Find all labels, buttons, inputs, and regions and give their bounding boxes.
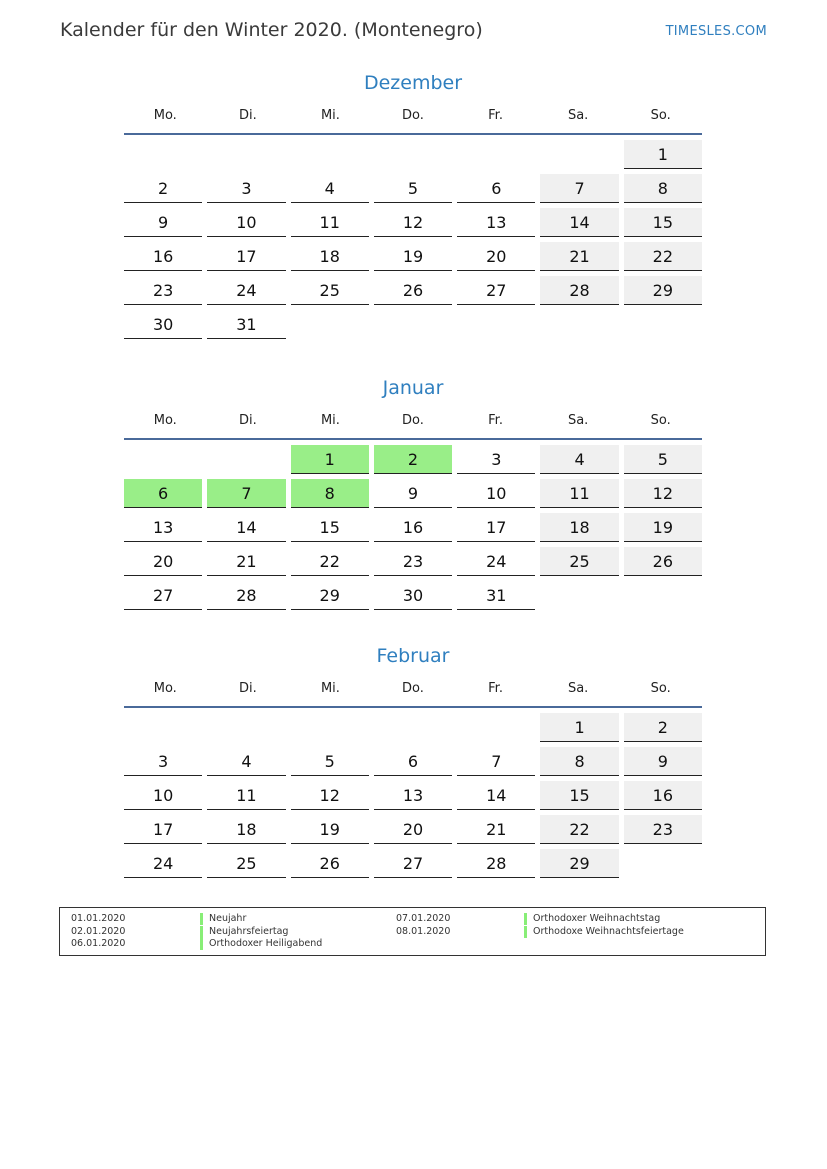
weekday-label: Mi. [320,681,340,696]
day-cell-empty [291,713,369,742]
day-cell: 11 [291,208,369,237]
day-cell-holiday: 2 [374,445,452,474]
day-cell: 24 [457,547,535,576]
weekday-label: Sa. [567,681,589,696]
legend-date: 01.01.2020 [71,913,126,924]
day-cell: 21 [540,242,618,271]
day-cell: 25 [207,849,285,878]
day-cell: 1 [540,713,618,742]
legend-date: 07.01.2020 [396,913,451,924]
day-cell: 27 [374,849,452,878]
day-cell: 20 [124,547,202,576]
day-cell: 26 [624,547,702,576]
day-cell: 8 [624,174,702,203]
weekday-label: Fr. [488,108,503,123]
day-cell: 13 [124,513,202,542]
weekday-label: So. [650,108,671,123]
day-cell: 12 [374,208,452,237]
day-cell-holiday: 7 [207,479,285,508]
weekday-label: Di. [238,413,257,428]
day-cell: 16 [374,513,452,542]
day-cell: 19 [374,242,452,271]
day-cell: 17 [207,242,285,271]
day-cell: 15 [291,513,369,542]
month-december [124,68,702,339]
day-cell: 15 [540,781,618,810]
weekday-header [124,105,702,135]
weekday-label: Do. [402,681,424,696]
day-cell: 28 [207,581,285,610]
day-cell: 5 [291,747,369,776]
weekday-label: Do. [402,413,424,428]
day-cell: 3 [207,174,285,203]
day-cell-empty [207,445,285,474]
weekday-label: So. [650,681,671,696]
day-cell: 20 [457,242,535,271]
day-cell: 5 [624,445,702,474]
day-cell: 14 [540,208,618,237]
day-cell: 29 [624,276,702,305]
legend-holiday-name: Orthodoxe Weihnachtsfeiertage [524,926,684,938]
legend-holiday-name: Orthodoxer Heiligabend [200,938,322,950]
day-cell: 19 [624,513,702,542]
weekday-label: Mo. [153,681,177,696]
weekday-label: Fr. [488,681,503,696]
day-cell: 8 [540,747,618,776]
day-cell: 11 [207,781,285,810]
weekday-label: Di. [238,108,257,123]
day-cell: 10 [207,208,285,237]
legend-holiday-name: Orthodoxer Weihnachtstag [524,913,660,925]
weekday-label: Sa. [567,108,589,123]
day-cell-holiday: 6 [124,479,202,508]
day-cell: 5 [374,174,452,203]
day-cell: 9 [374,479,452,508]
day-cell: 29 [540,849,618,878]
day-cell: 26 [374,276,452,305]
month-title: Dezember [363,72,463,94]
day-cell: 12 [624,479,702,508]
weekday-label: Di. [238,681,257,696]
day-cell: 21 [207,547,285,576]
weekday-label: So. [650,413,671,428]
legend-holiday-name: Neujahrsfeiertag [200,926,288,938]
day-cell: 22 [624,242,702,271]
day-cell: 23 [374,547,452,576]
day-grid [124,445,702,610]
month-title: Januar [382,377,444,399]
day-cell: 13 [374,781,452,810]
day-cell: 1 [624,140,702,169]
day-cell: 23 [124,276,202,305]
day-cell: 12 [291,781,369,810]
month-title: Februar [376,645,450,667]
day-cell: 20 [374,815,452,844]
day-cell-empty [374,140,452,169]
day-cell: 28 [540,276,618,305]
day-cell: 24 [207,276,285,305]
day-cell: 22 [291,547,369,576]
day-cell: 10 [124,781,202,810]
day-cell: 28 [457,849,535,878]
day-cell-empty [124,713,202,742]
day-cell: 2 [124,174,202,203]
day-cell-holiday: 8 [291,479,369,508]
day-cell: 3 [457,445,535,474]
day-cell: 9 [624,747,702,776]
day-cell: 6 [374,747,452,776]
day-cell: 7 [457,747,535,776]
day-cell: 14 [207,513,285,542]
day-cell: 18 [540,513,618,542]
day-cell: 25 [540,547,618,576]
day-cell: 27 [124,581,202,610]
page-title: Kalender für den Winter 2020. (Montenegro) [60,19,483,41]
day-cell: 17 [124,815,202,844]
day-cell: 4 [540,445,618,474]
month-january [124,373,702,610]
day-cell: 7 [540,174,618,203]
day-cell: 25 [291,276,369,305]
weekday-header [124,678,702,708]
day-cell-empty [374,713,452,742]
day-cell: 23 [624,815,702,844]
day-cell-empty [207,140,285,169]
day-cell: 9 [124,208,202,237]
day-grid [124,713,702,878]
day-cell: 15 [624,208,702,237]
day-cell: 4 [291,174,369,203]
day-cell: 18 [291,242,369,271]
day-cell: 11 [540,479,618,508]
weekday-label: Fr. [488,413,503,428]
day-cell: 2 [624,713,702,742]
weekday-label: Mo. [153,413,177,428]
day-cell: 14 [457,781,535,810]
day-cell: 26 [291,849,369,878]
day-cell: 21 [457,815,535,844]
day-cell-empty [457,140,535,169]
day-cell: 30 [124,310,202,339]
day-cell: 31 [457,581,535,610]
legend-date: 02.01.2020 [71,926,126,937]
weekday-label: Mo. [153,108,177,123]
holiday-legend [59,907,766,956]
day-cell: 17 [457,513,535,542]
day-cell-empty [124,140,202,169]
day-cell: 3 [124,747,202,776]
legend-date: 06.01.2020 [71,938,126,949]
legend-holiday-name: Neujahr [200,913,246,925]
weekday-label: Sa. [567,413,589,428]
day-cell-holiday: 1 [291,445,369,474]
weekday-label: Do. [402,108,424,123]
day-cell-empty [457,713,535,742]
weekday-label: Mi. [320,108,340,123]
day-cell: 31 [207,310,285,339]
day-cell: 6 [457,174,535,203]
day-cell: 10 [457,479,535,508]
day-cell: 30 [374,581,452,610]
brand-link[interactable]: TIMESLES.COM [665,24,767,39]
day-cell: 24 [124,849,202,878]
day-cell-empty [207,713,285,742]
day-cell: 18 [207,815,285,844]
month-february [124,641,702,878]
day-cell-empty [291,140,369,169]
day-grid [124,140,702,339]
day-cell: 16 [624,781,702,810]
day-cell: 4 [207,747,285,776]
day-cell-empty [540,140,618,169]
day-cell: 22 [540,815,618,844]
weekday-header [124,410,702,440]
day-cell-empty [124,445,202,474]
legend-date: 08.01.2020 [396,926,451,937]
day-cell: 27 [457,276,535,305]
day-cell: 16 [124,242,202,271]
day-cell: 19 [291,815,369,844]
day-cell: 13 [457,208,535,237]
weekday-label: Mi. [320,413,340,428]
day-cell: 29 [291,581,369,610]
